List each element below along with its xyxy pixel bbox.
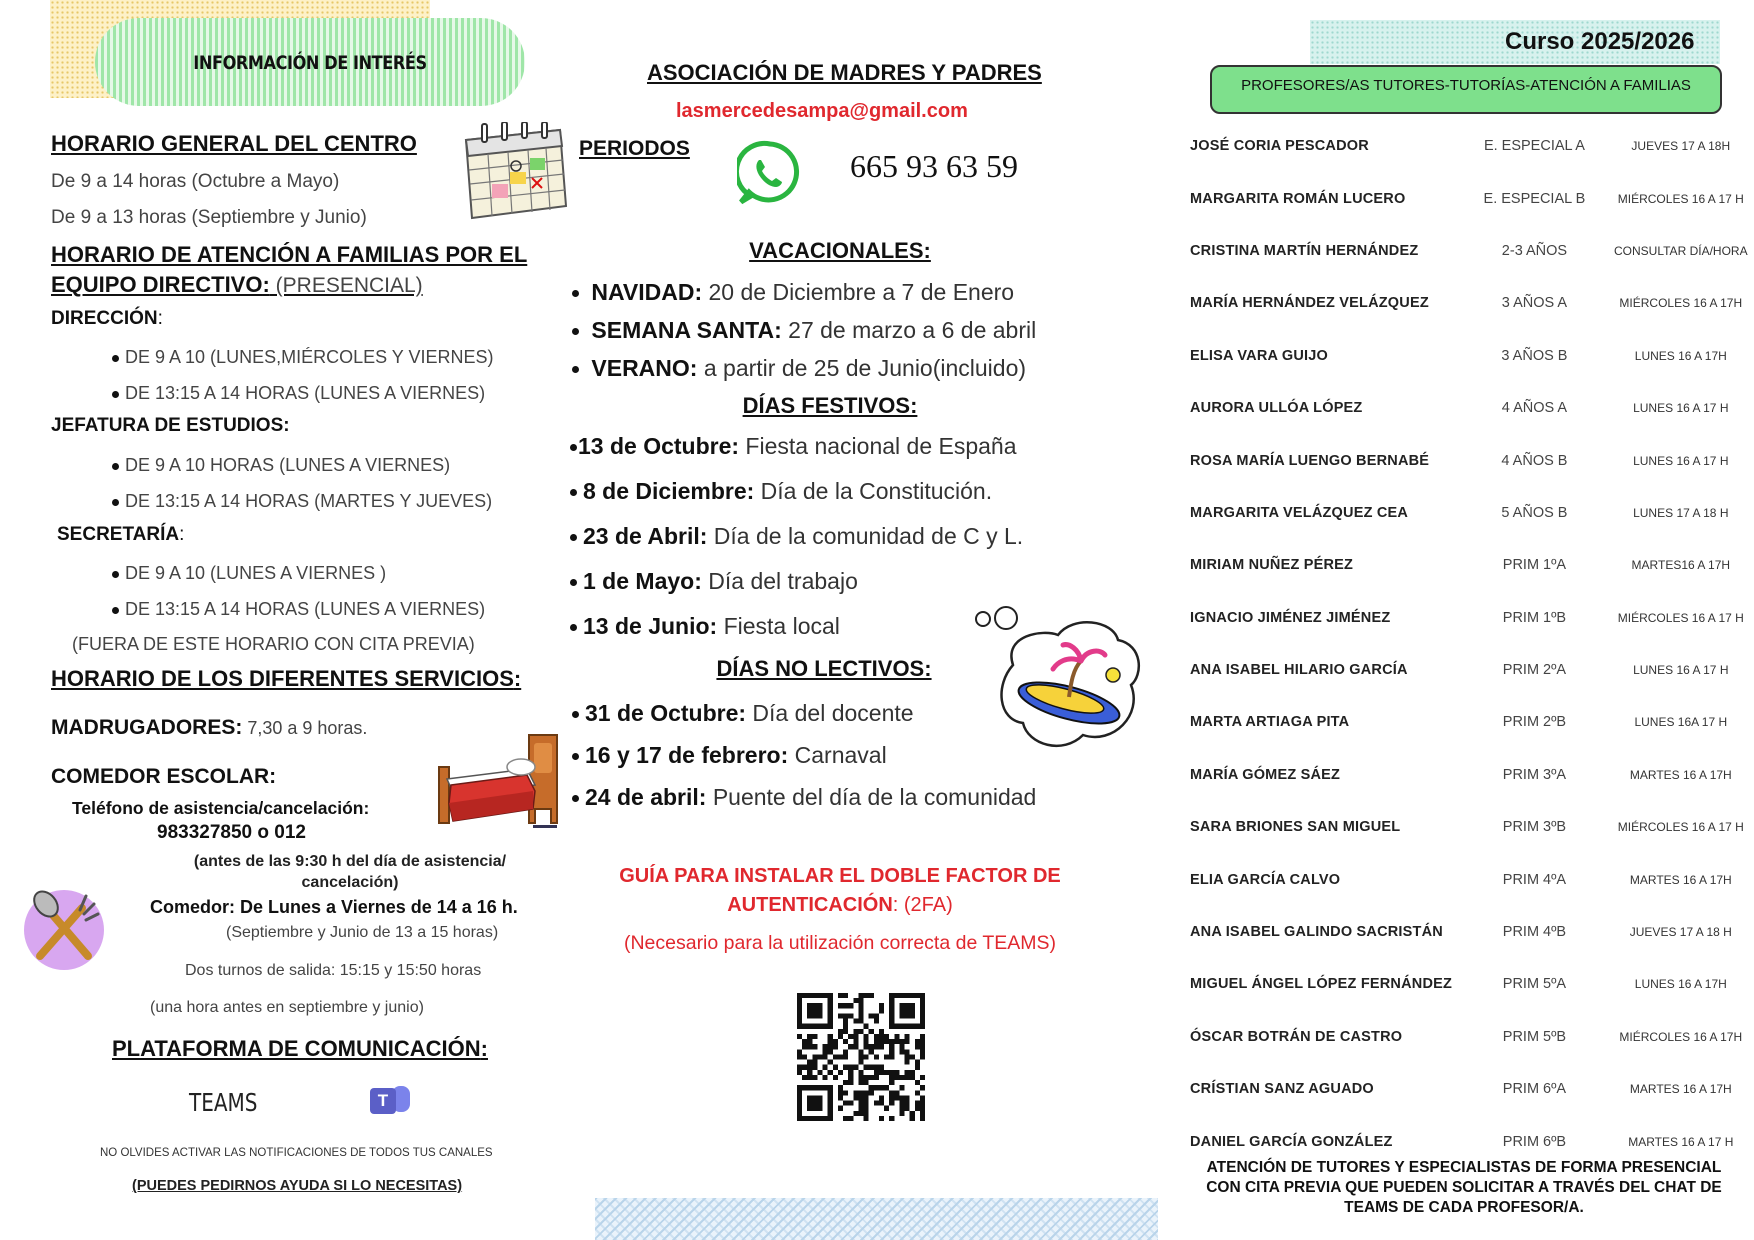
comedor-heading: COMEDOR ESCOLAR: xyxy=(51,765,277,788)
teacher-name: ELIA GARCÍA CALVO xyxy=(1190,871,1341,888)
teacher-course: E. ESPECIAL A xyxy=(1483,138,1585,155)
teacher-row xyxy=(1190,487,1754,539)
jefatura-item-text: DE 13:15 A 14 HORAS (MARTES Y JUEVES) xyxy=(125,491,493,511)
teacher-course: PRIM 5ºA xyxy=(1502,976,1567,993)
tutors-footer-note: ATENCIÓN DE TUTORES Y ESPECIALISTAS DE FORMA PRESENCIAL CON CITA PREVIA QUE PUEDEN SOLICITAR A TRAVÉS DEL CHAT DE TEAMS DE CADA PROFESOR/A. xyxy=(1206,1159,1722,1216)
bullet-dot xyxy=(570,624,577,631)
teacher-name: SARA BRIONES SAN MIGUEL xyxy=(1190,819,1401,836)
periodos-heading: PERIODOS xyxy=(579,137,690,160)
festivo-label: 13 de Junio: xyxy=(583,613,718,639)
teacher-course: PRIM 5ºB xyxy=(1502,1028,1567,1045)
platform-heading-text: PLATAFORMA DE COMUNICACIÓN xyxy=(112,1036,481,1061)
teacher-schedule: LUNES 16A 17 H xyxy=(1634,715,1728,730)
bullet-dot xyxy=(112,463,119,470)
general-schedule-heading: HORARIO GENERAL DEL CENTRO xyxy=(51,131,417,156)
middle-column xyxy=(560,0,1160,1240)
teacher-name: MIGUEL ÁNGEL LÓPEZ FERNÁNDEZ xyxy=(1190,976,1453,993)
guide-note: (Necesario para la utilización correcta de TEAMS) xyxy=(623,932,1057,954)
teacher-course: PRIM 3ºA xyxy=(1502,766,1567,783)
jefatura-item-text: DE 9 A 10 HORAS (LUNES A VIERNES) xyxy=(125,455,451,475)
direccion-item-text: DE 13:15 A 14 HORAS (LUNES A VIERNES) xyxy=(125,383,486,403)
nolectivo-text: Día del docente xyxy=(746,700,914,726)
guide-title[interactable] xyxy=(560,862,1120,920)
teacher-schedule: MARTES 16 A 17H xyxy=(1629,872,1732,887)
teachers-table xyxy=(1190,120,1754,1168)
teacher-name: CRÍSTIAN SANZ AGUADO xyxy=(1190,1081,1374,1098)
teacher-row xyxy=(1190,225,1754,277)
bullet-dot xyxy=(572,753,579,760)
qr-code[interactable] xyxy=(797,993,925,1121)
teacher-course: PRIM 1ºB xyxy=(1502,609,1567,626)
bullet-dot xyxy=(112,499,119,506)
bullet-dot xyxy=(570,534,577,541)
festivo-item-5 xyxy=(570,613,840,640)
comedor-phone-label: Teléfono de asistencia/cancelación: xyxy=(72,798,370,818)
teacher-schedule: MARTES 16 A 17 H xyxy=(1628,1134,1734,1149)
vacaciones-item-1 xyxy=(572,279,1014,306)
teacher-course: 2-3 AÑOS xyxy=(1501,242,1568,259)
teacher-row xyxy=(1190,382,1754,434)
teacher-row xyxy=(1190,539,1754,591)
teacher-schedule: LUNES 16 A 17H xyxy=(1634,977,1727,992)
madrugadores-label: MADRUGADORES: xyxy=(51,716,243,739)
teacher-row xyxy=(1190,120,1754,172)
vacaciones-text: 20 de Diciembre a 7 de Enero xyxy=(702,279,1015,305)
teacher-name: JOSÉ CORIA PESCADOR xyxy=(1190,138,1369,155)
turnos: Dos turnos de salida: 15:15 y 15:50 horas xyxy=(185,962,482,979)
bullet-dot xyxy=(570,444,577,451)
jefatura-item-1 xyxy=(112,455,450,476)
vacaciones-label: SEMANA SANTA: xyxy=(591,317,782,343)
phone-number: 665 93 63 59 xyxy=(850,148,1018,184)
teacher-row xyxy=(1190,277,1754,329)
direccion-colon: : xyxy=(157,308,163,329)
nolectivos-heading: DÍAS NO LECTIVOS: xyxy=(716,656,932,681)
bullet-dot xyxy=(112,607,119,614)
bullet-dot xyxy=(572,711,579,718)
teacher-schedule: MARTES 16 A 17H xyxy=(1629,1082,1732,1097)
teacher-row xyxy=(1190,434,1754,486)
teams-label: TEAMS xyxy=(189,1088,258,1117)
teacher-name: MARÍA HERNÁNDEZ VELÁZQUEZ xyxy=(1190,295,1429,312)
teacher-course: PRIM 1ºA xyxy=(1502,557,1567,574)
teacher-schedule: MIÉRCOLES 16 A 17H xyxy=(1619,296,1743,311)
teacher-row xyxy=(1190,1011,1754,1063)
teacher-row xyxy=(1190,1063,1754,1115)
festivo-label: 23 de Abril: xyxy=(583,523,708,549)
teacher-course: PRIM 4ºA xyxy=(1502,871,1567,888)
teacher-course: 4 AÑOS A xyxy=(1501,400,1568,417)
teacher-schedule: LUNES 16 A 17H xyxy=(1634,348,1727,363)
direccion-item-2 xyxy=(112,383,485,404)
attention-heading xyxy=(51,240,527,301)
teacher-name: DANIEL GARCÍA GONZÁLEZ xyxy=(1190,1133,1393,1150)
madrugadores-line xyxy=(51,716,367,740)
teacher-name: AURORA ULLÓA LÓPEZ xyxy=(1190,400,1363,417)
teacher-name: MIRIAM NUÑEZ PÉREZ xyxy=(1190,557,1354,574)
direccion-label-text: DIRECCIÓN xyxy=(51,308,158,329)
teacher-schedule: LUNES 16 A 17 H xyxy=(1633,401,1729,416)
teacher-row xyxy=(1190,330,1754,382)
festivo-item-1 xyxy=(570,433,1017,460)
teacher-row xyxy=(1190,801,1754,853)
comedor-days: Comedor: De Lunes a Viernes de 14 a 16 h. xyxy=(150,897,518,917)
vacaciones-label: VERANO: xyxy=(591,355,698,381)
festivo-text: Día del trabajo xyxy=(701,568,858,594)
notifications-note: NO OLVIDES ACTIVAR LAS NOTIFICACIONES DE TODOS TUS CANALES xyxy=(100,1147,493,1159)
nolectivo-label: 16 y 17 de febrero: xyxy=(585,742,789,768)
teacher-course: PRIM 2ºB xyxy=(1502,714,1567,731)
teacher-schedule: JUEVES 17 A 18 H xyxy=(1629,925,1732,940)
attention-colon: : xyxy=(262,272,270,297)
teacher-name: ANA ISABEL GALINDO SACRISTÁN xyxy=(1190,924,1443,941)
festivos-heading: DÍAS FESTIVOS: xyxy=(742,393,918,418)
bullet-dot xyxy=(572,328,579,335)
association-email[interactable]: lasmercedesampa@gmail.com xyxy=(676,100,968,122)
secretaria-item-1 xyxy=(112,563,386,584)
vacaciones-label: NAVIDAD: xyxy=(591,279,703,305)
left-column xyxy=(0,0,560,1240)
bullet-dot xyxy=(570,489,577,496)
teacher-row xyxy=(1190,749,1754,801)
attention-mode: (PRESENCIAL) xyxy=(269,274,423,297)
teacher-name: MARTA ARTIAGA PITA xyxy=(1190,714,1350,731)
services-heading xyxy=(51,666,521,692)
attention-heading-line-1: HORARIO DE ATENCIÓN A FAMILIAS POR EL xyxy=(51,242,528,267)
teacher-course: PRIM 2ºA xyxy=(1502,662,1567,679)
festivo-item-4 xyxy=(570,568,858,595)
vacaciones-heading: VACACIONALES: xyxy=(749,238,931,263)
vacaciones-item-3 xyxy=(572,355,1026,382)
festivo-label: 1 de Mayo: xyxy=(583,568,702,594)
vacaciones-text: a partir de 25 de Junio(incluido) xyxy=(697,355,1027,381)
teacher-schedule: LUNES 17 A 18 H xyxy=(1633,505,1729,520)
teacher-name: ELISA VARA GUIJO xyxy=(1190,347,1329,364)
teacher-schedule: CONSULTAR DÍA/HORA xyxy=(1614,243,1748,258)
vacaciones-item-2 xyxy=(572,317,1036,344)
bullet-dot xyxy=(570,579,577,586)
comedor-sept: (Septiembre y Junio de 13 a 15 horas) xyxy=(226,924,499,941)
nolectivo-item-1 xyxy=(572,700,914,727)
secretaria-label-text: SECRETARÍA xyxy=(57,524,180,545)
jefatura-label: JEFATURA DE ESTUDIOS: xyxy=(51,415,290,436)
nolectivo-text: Puente del día de la comunidad xyxy=(706,784,1037,810)
platform-colon: : xyxy=(480,1036,488,1061)
teacher-course: 5 AÑOS B xyxy=(1501,504,1568,521)
teacher-name: ROSA MARÍA LUENGO BERNABÉ xyxy=(1190,452,1430,469)
direccion-label xyxy=(51,308,163,330)
teams-icon-square: T xyxy=(370,1088,396,1114)
nolectivo-item-3 xyxy=(572,784,1036,811)
teacher-name: CRISTINA MARTÍN HERNÁNDEZ xyxy=(1190,242,1419,259)
course-title: Curso 2025/2026 xyxy=(1505,28,1695,55)
teacher-schedule: LUNES 16 A 17 H xyxy=(1633,453,1729,468)
turnos-note: (una hora antes en septiembre y junio) xyxy=(150,999,424,1016)
nolectivo-label: 24 de abril: xyxy=(585,784,707,810)
teacher-row xyxy=(1190,644,1754,696)
teacher-course: 3 AÑOS A xyxy=(1501,295,1568,312)
teacher-row xyxy=(1190,172,1754,224)
nolectivo-item-2 xyxy=(572,742,887,769)
teacher-row xyxy=(1190,696,1754,748)
direccion-item-text: DE 9 A 10 (LUNES,MIÉRCOLES Y VIERNES) xyxy=(125,347,494,367)
guide-title-line-1: GUÍA PARA INSTALAR EL DOBLE FACTOR DE xyxy=(619,865,1061,887)
festivo-label: 13 de Octubre: xyxy=(578,433,740,459)
secretaria-item-text: DE 9 A 10 (LUNES A VIERNES ) xyxy=(125,563,387,583)
teacher-row xyxy=(1190,906,1754,958)
whatsapp-icon xyxy=(737,140,803,206)
comedor-note: (antes de las 9:30 h del día de asistencia/ cancelación) xyxy=(193,853,507,891)
teacher-course: PRIM 6ºA xyxy=(1502,1081,1567,1098)
teacher-schedule: JUEVES 17 A 18H xyxy=(1631,139,1731,154)
teacher-schedule: MIÉRCOLES 16 A 17 H xyxy=(1617,610,1744,625)
bullet-dot xyxy=(112,571,119,578)
teacher-course: PRIM 6ºB xyxy=(1502,1133,1567,1150)
bed-icon xyxy=(437,725,567,830)
teacher-course: PRIM 3ºB xyxy=(1502,819,1567,836)
teacher-course: 4 AÑOS B xyxy=(1501,452,1568,469)
attention-heading-line-2: EQUIPO DIRECTIVO xyxy=(51,272,263,297)
cutlery-icon xyxy=(22,880,108,970)
festivo-label: 8 de Diciembre: xyxy=(583,478,755,504)
teacher-schedule: MIÉRCOLES 16 A 17 H xyxy=(1617,191,1744,206)
bullet-dot xyxy=(572,366,579,373)
secretaria-item-text: DE 13:15 A 14 HORAS (LUNES A VIERNES) xyxy=(125,599,486,619)
festivo-text: Fiesta local xyxy=(717,613,840,639)
secretaria-label xyxy=(57,524,184,546)
festivo-text: Fiesta nacional de España xyxy=(739,433,1017,459)
teacher-name: MARGARITA ROMÁN LUCERO xyxy=(1190,190,1406,207)
teacher-schedule: MIÉRCOLES 16 A 17H xyxy=(1619,1029,1743,1044)
teacher-name: ANA ISABEL HILARIO GARCÍA xyxy=(1190,662,1408,679)
tutors-title: PROFESORES/AS TUTORES-TUTORÍAS-ATENCIÓN A FAMILIAS xyxy=(1241,77,1691,94)
teacher-row xyxy=(1190,592,1754,644)
wave-pattern xyxy=(595,1198,1158,1240)
services-colon: : xyxy=(513,666,522,691)
help-note: (PUEDES PEDIRNOS AYUDA SI LO NECESITAS) xyxy=(132,1178,463,1194)
festivo-text: Día de la Constitución. xyxy=(754,478,993,504)
teacher-name: MARGARITA VELÁZQUEZ CEA xyxy=(1190,504,1409,521)
services-heading-text: HORARIO DE LOS DIFERENTES SERVICIOS xyxy=(51,666,514,691)
nolectivo-text: Carnaval xyxy=(788,742,887,768)
bullet-dot xyxy=(112,355,119,362)
festivo-text: Día de la comunidad de C y L. xyxy=(707,523,1024,549)
bullet-dot xyxy=(572,290,579,297)
teacher-schedule: LUNES 16 A 17 H xyxy=(1633,663,1729,678)
direccion-item-1 xyxy=(112,347,493,368)
guide-title-line-2: AUTENTICACIÓN xyxy=(727,894,893,916)
platform-heading xyxy=(112,1036,488,1062)
general-schedule-line-1: De 9 a 14 horas (Octubre a Mayo) xyxy=(51,171,340,192)
association-title: ASOCIACIÓN DE MADRES Y PADRES xyxy=(647,60,1042,85)
nolectivo-label: 31 de Octubre: xyxy=(585,700,747,726)
madrugadores-value: 7,30 a 9 horas. xyxy=(242,718,368,738)
teacher-name: MARÍA GÓMEZ SÁEZ xyxy=(1190,766,1341,783)
secretaria-colon: : xyxy=(179,524,185,545)
teacher-schedule: MARTES 16 A 17H xyxy=(1629,767,1732,782)
teacher-row xyxy=(1190,853,1754,905)
calendar-icon xyxy=(452,122,570,222)
teacher-course: PRIM 4ºB xyxy=(1502,924,1567,941)
secretaria-item-2 xyxy=(112,599,485,620)
outside-hours-note: (FUERA DE ESTE HORARIO CON CITA PREVIA) xyxy=(72,634,475,654)
right-column xyxy=(1180,0,1754,1240)
teacher-name: IGNACIO JIMÉNEZ JIMÉNEZ xyxy=(1190,609,1391,626)
teacher-schedule: MARTES16 A 17H xyxy=(1631,558,1731,573)
teacher-course: E. ESPECIAL B xyxy=(1483,190,1586,207)
teacher-name: ÓSCAR BOTRÁN DE CASTRO xyxy=(1190,1028,1403,1045)
comedor-phone: 983327850 o 012 xyxy=(157,822,306,843)
festivo-item-3 xyxy=(570,523,1023,550)
teacher-row xyxy=(1190,958,1754,1010)
vacaciones-text: 27 de marzo a 6 de abril xyxy=(781,317,1037,343)
guide-2fa: (2FA) xyxy=(898,894,953,916)
jefatura-item-2 xyxy=(112,491,492,512)
bullet-dot xyxy=(112,391,119,398)
teams-icon xyxy=(370,1082,410,1116)
info-banner-title: INFORMACIÓN DE INTERÉS xyxy=(193,52,427,74)
general-schedule-line-2: De 9 a 13 horas (Septiembre y Junio) xyxy=(51,207,367,228)
teacher-course: 3 AÑOS B xyxy=(1501,347,1568,364)
festivo-item-2 xyxy=(570,478,992,505)
guide-colon: : xyxy=(892,894,899,916)
teacher-schedule: MIÉRCOLES 16 A 17 H xyxy=(1617,820,1744,835)
bullet-dot xyxy=(572,795,579,802)
